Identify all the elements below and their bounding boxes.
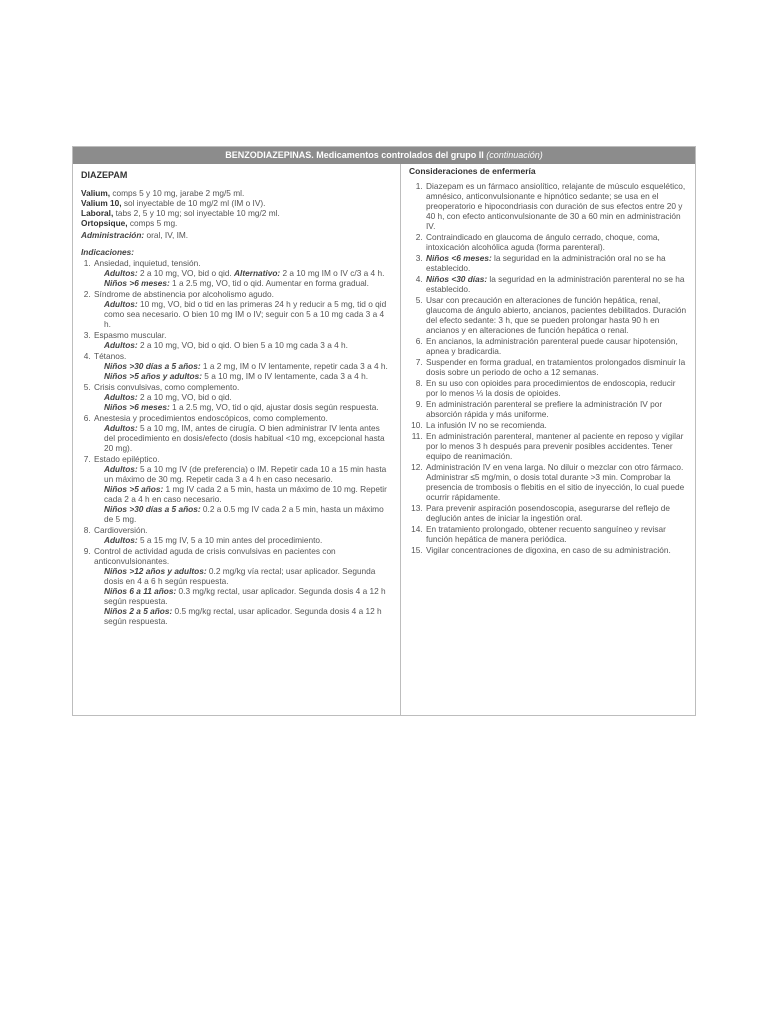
drug-table [72, 146, 696, 716]
indication-item [93, 258, 391, 288]
brand-list [81, 188, 391, 228]
nursing-item: 2. Contraindicado en glaucoma de ángulo cerrado, choque, coma, intoxicación alcohólica aguda (forma parenteral). [425, 232, 689, 252]
brand-item: Valium 10, sol inyectable de 10 mg/2 ml (IM o IV). [81, 198, 266, 208]
nursing-item: 1. Diazepam es un fármaco ansiolítico, relajante de músculo esquelético, amnésico, anticonvulsionante e hipnótico sedante; se usa en el preoperatorio e hipocondriasis con duración de sus efectos entre 20 y 40 h, con efecto anticonvulsionante de 30 a 60 min en administración IV. [425, 181, 689, 231]
brand-item: Ortopsique, comps 5 mg. [81, 218, 178, 228]
dose-line: Adultos: 2 a 10 mg, VO, bid o qid. Alternativo: 2 a 10 mg IM o IV c/3 a 4 h. [104, 268, 385, 278]
nursing-title: Consideraciones de enfermería [409, 166, 536, 176]
table-header-title: BENZODIAZEPINAS. Medicamentos controlados del grupo II [225, 150, 484, 160]
dose-line: Niños 6 a 11 años: 0.3 mg/kg rectal, usar aplicador. Segunda dosis 4 a 12 h según respuesta. [104, 586, 386, 606]
nursing-item: 6. En ancianos, la administración parenteral puede causar hipotensión, apnea y bradicardia. [425, 336, 689, 356]
dose-line: Niños >5 años: 1 mg IV cada 2 a 5 min, hasta un máximo de 10 mg. Repetir cada 2 a 4 h en caso necesario. [104, 484, 387, 504]
nursing-column [409, 166, 689, 715]
dose-line: Niños >5 años y adultos: 5 a 10 mg, IM o IV lentamente, cada 3 a 4 h. [104, 371, 369, 381]
dosage-column [81, 166, 391, 715]
indication-item [93, 413, 391, 453]
dose-line: Niños 2 a 5 años: 0.5 mg/kg rectal, usar aplicador. Segunda dosis 4 a 12 h según respuesta. [104, 606, 382, 626]
column-divider [400, 164, 401, 715]
nursing-item: 8. En su uso con opioides para procedimientos de endoscopia, reducir por lo menos ⅓ la dosis de opioides. [425, 378, 689, 398]
nursing-item: 3. Niños <6 meses: la seguridad en la administración oral no se ha establecido. [425, 253, 689, 273]
nursing-item: 14. En tratamiento prolongado, obtener recuento sanguíneo y revisar función hepática de manera periódica. [425, 524, 689, 544]
indication-title: 8. Cardioversión. [94, 525, 148, 535]
dose-line: Niños >30 días a 5 años: 1 a 2 mg, IM o IV lentamente, repetir cada 3 a 4 h. [104, 361, 388, 371]
indication-item [93, 382, 391, 412]
dose-line: Niños >6 meses: 1 a 2.5 mg, VO, tid o qid, ajustar dosis según respuesta. [104, 402, 379, 412]
nursing-item: 13. Para prevenir aspiración posendoscopia, asegurarse del reflejo de deglución antes de iniciar la ingestión oral. [425, 503, 689, 523]
table-header-note: (continuación) [486, 150, 543, 160]
brand-item: Valium, comps 5 y 10 mg, jarabe 2 mg/5 ml. [81, 188, 245, 198]
indication-title: 1. Ansiedad, inquietud, tensión. [94, 258, 201, 268]
nursing-list [409, 181, 689, 555]
indications-list [81, 258, 391, 626]
indication-title: 9. Control de actividad aguda de crisis convulsivas en pacientes con anticonvulsionantes. [94, 546, 336, 566]
dose-line: Adultos: 10 mg, VO, bid o tid en las primeras 24 h y reducir a 5 mg, tid o qid como sea necesario. O bien 10 mg IM o IV; seguir con 5 a 10 mg cada 3 a 4 h. [104, 299, 387, 329]
dose-line: Adultos: 2 a 10 mg, VO, bid o qid. O bien 5 a 10 mg cada 3 a 4 h. [104, 340, 348, 350]
indication-item [93, 330, 391, 350]
indication-title: 5. Crisis convulsivas, como complemento. [94, 382, 240, 392]
nursing-item: 10. La infusión IV no se recomienda. [425, 420, 689, 430]
nursing-item: 7. Suspender en forma gradual, en tratamientos prolongados disminuir la dosis sobre un periodo de ocho a 12 semanas. [425, 357, 689, 377]
dose-line: Niños >6 meses: 1 a 2.5 mg, VO, tid o qid. Aumentar en forma gradual. [104, 278, 369, 288]
indication-item [93, 454, 391, 524]
dose-line: Niños >30 días a 5 años: 0.2 a 0.5 mg IV cada 2 a 5 min, hasta un máximo de 5 mg. [104, 504, 384, 524]
drug-name: DIAZEPAM [81, 170, 128, 180]
nursing-item: 4. Niños <30 días: la seguridad en la administración parenteral no se ha establecido. [425, 274, 689, 294]
indication-item [93, 525, 391, 545]
indications-label: Indicaciones: [81, 247, 135, 257]
dose-line: Adultos: 5 a 15 mg IV, 5 a 10 min antes del procedimiento. [104, 535, 323, 545]
nursing-item: 15. Vigilar concentraciones de digoxina, en caso de su administración. [425, 545, 689, 555]
dose-line: Adultos: 2 a 10 mg, VO, bid o qid. [104, 392, 232, 402]
indication-title: 2. Síndrome de abstinencia por alcoholismo agudo. [94, 289, 274, 299]
indication-item [93, 546, 391, 626]
indication-item [93, 289, 391, 329]
indication-item [93, 351, 391, 381]
brand-item: Laboral, tabs 2, 5 y 10 mg; sol inyectable 10 mg/2 ml. [81, 208, 280, 218]
indication-title: 4. Tétanos. [94, 351, 127, 361]
dose-line: Adultos: 5 a 10 mg, IM, antes de cirugía. O bien administrar IV lenta antes del procedimiento en dosis/efecto (dosis habitual <10 mg, excepcional hasta 20 mg). [104, 423, 385, 453]
indication-title: 7. Estado epiléptico. [94, 454, 160, 464]
dose-line: Adultos: 5 a 10 mg IV (de preferencia) o IM. Repetir cada 10 a 15 min hasta un máximo de 30 mg. Repetir cada 3 a 4 h en caso necesario. [104, 464, 387, 484]
indication-title: 3. Espasmo muscular. [94, 330, 167, 340]
administration-route: Administración: oral, IV, IM. [81, 230, 189, 240]
table-header [73, 147, 695, 164]
nursing-item: 5. Usar con precaución en alteraciones de función hepática, renal, glaucoma de ángulo abierto, ancianos, pacientes debilitados. Duración del efecto sedante: 3 h, que se pueden prolongar hasta 90 h en ancianos y en alteraciones de función hepática o renal. [425, 295, 689, 335]
nursing-item: 11. En administración parenteral, mantener al paciente en reposo y vigilar por lo menos 3 h después para prevenir posibles accidentes. Tener equipo de reanimación. [425, 431, 689, 461]
nursing-item: 12. Administración IV en vena larga. No diluir o mezclar con otro fármaco. Administrar ≤5 mg/min, o dosis total durante >3 min. Comprobar la presencia de trombosis o flebitis en el sitio de inyección, lo cual puede ocurrir rápidamente. [425, 462, 689, 502]
indication-title: 6. Anestesia y procedimientos endoscópicos, como complemento. [94, 413, 328, 423]
dose-line: Niños >12 años y adultos: 0.2 mg/kg vía rectal; usar aplicador. Segunda dosis en 4 a 6 h según respuesta. [104, 566, 376, 586]
nursing-item: 9. En administración parenteral se prefiere la administración IV por absorción rápida y más uniforme. [425, 399, 689, 419]
